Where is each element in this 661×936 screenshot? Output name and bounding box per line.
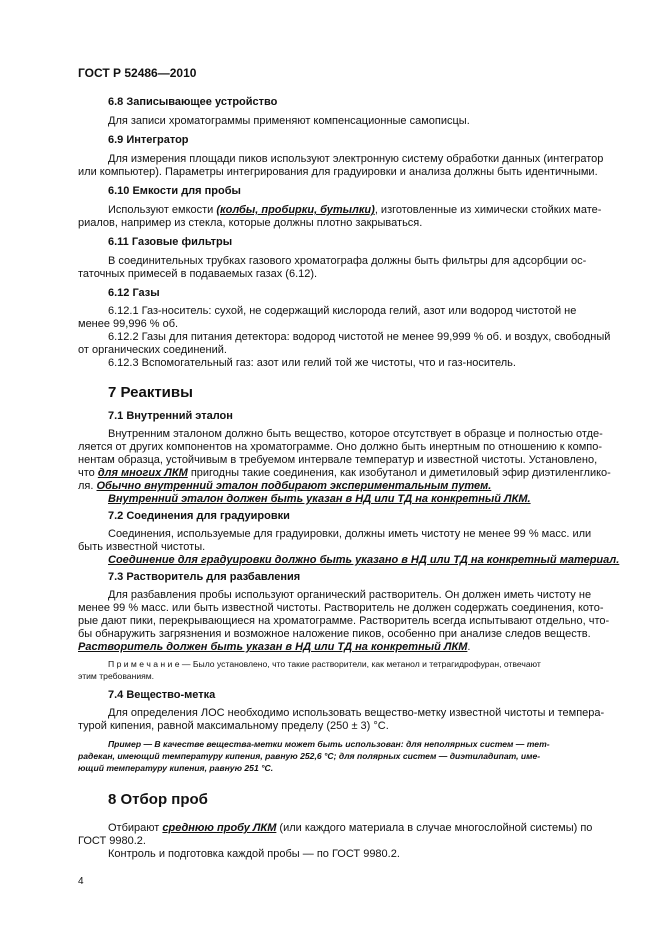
section-7-3-line-4: бы обнаружить загрязнения и возможное наложение пиков, особенно при анализе следов веществ.: [78, 628, 591, 640]
document-header: ГОСТ Р 52486—2010: [78, 66, 197, 80]
section-7-3-line-3: рые дают пики, перекрывающиеся на хроматограмме. Растворитель всегда испытывают отдельно, что-: [78, 615, 610, 627]
section-7-1-title: 7.1 Внутренний эталон: [108, 410, 233, 422]
section-7-4-example-3: ющий температуру кипения, равную 251 °С.: [78, 763, 274, 773]
section-6-12-line-2: менее 99,996 % об.: [78, 318, 179, 330]
section-7-4-example-2: радекан, имеющий температуру кипения, равную 252,6 °С; для полярных систем — диэтиладипат, име-: [78, 751, 541, 761]
section-8-line-2: ГОСТ 9980.2.: [78, 835, 146, 847]
internal-standard-requirement: Внутренний эталон должен быть указан в НД или ТД на конкретный ЛКМ.: [108, 493, 531, 505]
section-7-3-title: 7.3 Растворитель для разбавления: [108, 571, 301, 583]
solvent-requirement: Растворитель должен быть указан в НД или ТД на конкретный ЛКМ: [78, 641, 468, 653]
section-6-12-line-5: 6.12.3 Вспомогательный газ: азот или гелий той же чистоты, что и газ-носитель.: [108, 357, 516, 369]
section-7-1-text-a: что: [78, 467, 98, 479]
section-7-3-line-1: Для разбавления пробы используют органический растворитель. Он должен иметь чистоту не: [108, 589, 592, 601]
section-6-12-line-1: 6.12.1 Газ-носитель: сухой, не содержащий кислорода гелий, азот или водород чистотой не: [108, 305, 577, 317]
section-7-3-note-2: этим требованиям.: [78, 671, 155, 681]
section-6-9-line-1: Для измерения площади пиков используют электронную систему обработки данных (интегратор: [108, 153, 604, 165]
section-6-10-line-1: [108, 204, 601, 216]
section-7-1-line-2: ляется от других компонентов на хроматограмме. Оно должно быть инертным по отношению к компо-: [78, 441, 603, 453]
section-6-10-text-c: , изготовленные из химически стойких мате-: [374, 204, 602, 216]
section-6-10-text-a: Используют емкости: [108, 204, 217, 216]
section-7-3-period: .: [467, 641, 471, 653]
section-7-4-line-1: Для определения ЛОС необходимо использовать вещество-метку известной чистоты и темпера-: [108, 707, 605, 719]
calibration-requirement: Соединение для градуировки должно быть указано в НД или ТД на конкретный материал.: [108, 554, 620, 566]
section-6-10-title: 6.10 Емкости для пробы: [108, 185, 241, 197]
section-7-1-text-d: ля.: [78, 480, 97, 492]
section-6-12-line-3: 6.12.2 Газы для питания детектора: водород чистотой не менее 99,999 % об. и воздух, свободный: [108, 331, 611, 343]
section-8-line-3: Контроль и подготовка каждой пробы — по ГОСТ 9980.2.: [108, 848, 400, 860]
section-6-8-text: Для записи хроматограммы применяют компенсационные самописцы.: [108, 115, 470, 127]
section-7-3-line-2: менее 99 % масс. или быть известной чистоты. Растворитель не должен содержать соединения, кото-: [78, 602, 604, 614]
section-6-9-line-2: или компьютер). Параметры интегрирования для градуировки и анализа должны быть идентичными.: [78, 166, 598, 178]
section-7-title: 7 Реактивы: [108, 384, 193, 401]
section-6-11-line-1: В соединительных трубках газового хроматографа должны быть фильтры для адсорбции ос-: [108, 255, 587, 267]
section-7-2-line-2: быть известной чистоты.: [78, 541, 206, 553]
section-7-3-line-5: [78, 641, 470, 653]
section-7-1-line-3: нентам образца, устойчивым в требуемом интервале температур и известной чистоты. Установлено,: [78, 454, 598, 466]
experimental-selection-emphasis: Обычно внутренний эталон подбирают экспериментальным путем.: [96, 480, 492, 492]
section-8-title: 8 Отбор проб: [108, 791, 208, 808]
section-6-12-line-4: от органических соединений.: [78, 344, 227, 356]
section-6-11-line-2: таточных примесей в подаваемых газах (6.12).: [78, 268, 318, 280]
section-8-text-c: (или каждого материала в случае многослойной системы) по: [276, 822, 593, 834]
section-6-11-title: 6.11 Газовые фильтры: [108, 236, 233, 248]
section-6-8-title: 6.8 Записывающее устройство: [108, 96, 278, 108]
section-7-4-title: 7.4 Вещество-метка: [108, 689, 216, 701]
section-7-4-example-1: Пример — В качестве вещества-метки может быть использован: для неполярных систем — тет-: [108, 739, 550, 749]
section-8-line-1: [108, 822, 592, 834]
section-6-12-title: 6.12 Газы: [108, 287, 160, 299]
section-7-1-text-c: пригодны такие соединения, как изобутанол и диметиловый эфир диэтиленглико-: [187, 467, 611, 479]
section-7-4-line-2: турой кипения, равной максимальному пределу (250 ± 3) °С.: [78, 720, 389, 732]
section-7-2-line-1: Соединения, используемые для градуировки, должны иметь чистоту не менее 99 % масс. или: [108, 528, 592, 540]
section-7-2-title: 7.2 Соединения для градуировки: [108, 510, 290, 522]
containers-emphasis: (колбы, пробирки, бутылки): [216, 204, 375, 216]
section-6-10-line-2: риалов, например из стекла, которые должны плотно закрываться.: [78, 217, 423, 229]
section-6-9-title: 6.9 Интегратор: [108, 134, 189, 146]
section-8-text-a: Отбирают: [108, 822, 163, 834]
section-7-1-line-5: [78, 480, 491, 492]
section-7-3-note-1: П р и м е ч а н и е — Было установлено, что такие растворители, как метанол и тетрагидрофуран, отвечают: [108, 659, 541, 669]
average-sample-emphasis: среднюю пробу ЛКМ: [162, 822, 277, 834]
page-number: 4: [78, 876, 84, 887]
many-lkm-emphasis: для многих ЛКМ: [97, 467, 188, 479]
section-7-1-line-1: Внутренним эталоном должно быть вещество, которое отсутствует в образце и полностью отде-: [108, 428, 603, 440]
section-7-1-line-4: [78, 467, 611, 479]
